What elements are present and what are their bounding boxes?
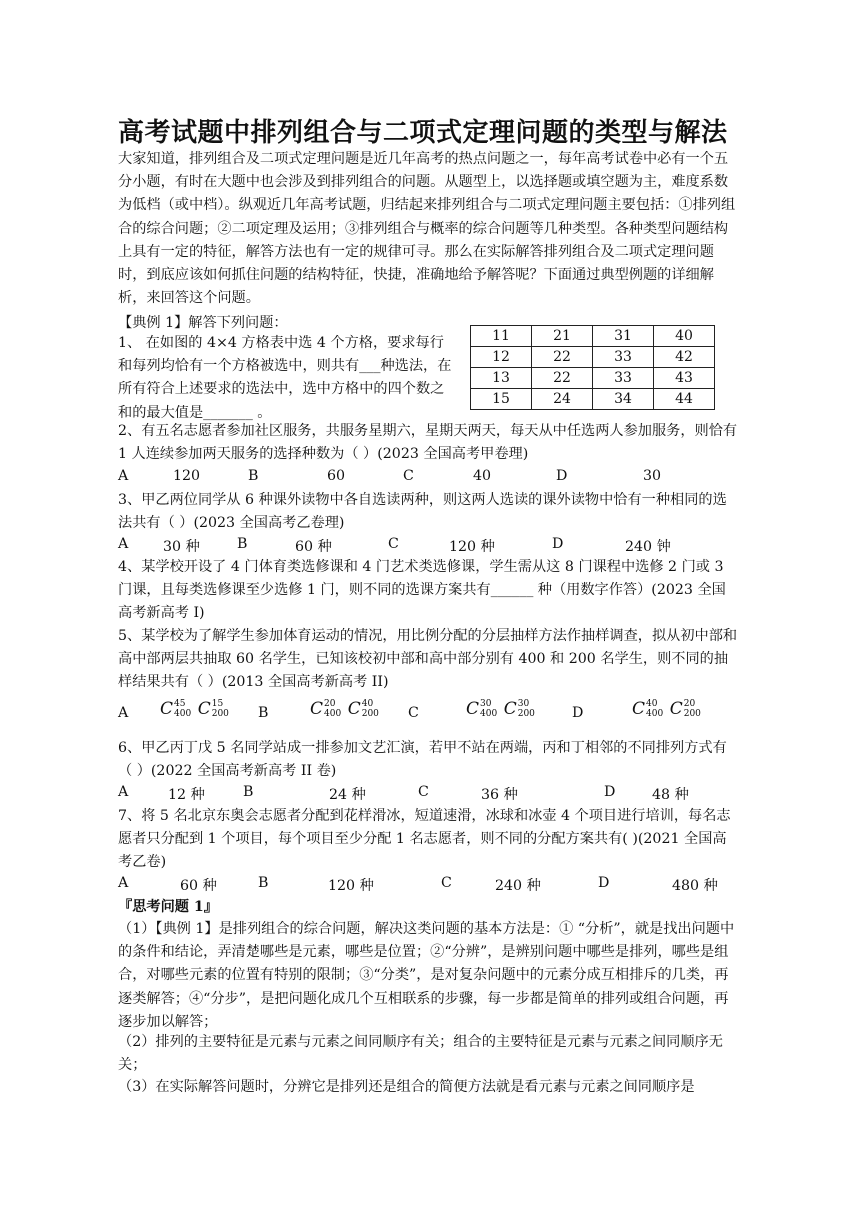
comb-sub: 200 <box>517 709 535 719</box>
option-value: 30 种 <box>163 539 200 555</box>
option-letter: D <box>556 468 568 484</box>
grid-cell: 43 <box>654 368 715 389</box>
comb-sup: 40 <box>361 699 374 709</box>
option-value: 60 种 <box>295 539 332 555</box>
grid-cell: 22 <box>532 368 593 389</box>
option-value: 120 种 <box>449 539 495 555</box>
comb-sup: 30 <box>480 699 492 709</box>
option-value: 120 <box>173 468 201 484</box>
option-value: 36 种 <box>481 787 518 803</box>
comb-sub: 200 <box>683 709 701 719</box>
combination-expression <box>632 699 703 719</box>
question-3: 3、甲乙两位同学从 6 种课外读物中各自选读两种，则这两人选读的课外读物中恰有一种相同的选法共有（ ）(2023 全国高考乙卷理) <box>118 492 727 532</box>
grid-cell: 33 <box>593 347 654 368</box>
option-value: 240 钟 <box>625 539 671 555</box>
grid-row <box>471 389 715 410</box>
comb-sub: 400 <box>480 709 498 719</box>
combination-expression <box>310 699 381 719</box>
grid-cell: 21 <box>532 326 593 347</box>
option-letter: A <box>118 705 129 721</box>
grid-cell: 24 <box>532 389 593 410</box>
combination-symbol: C <box>632 699 646 719</box>
option-letter: C <box>441 875 452 891</box>
grid-cell: 31 <box>593 326 654 347</box>
option-letter: A <box>118 784 129 800</box>
option-letter: C <box>408 705 419 721</box>
grid-cell: 12 <box>471 347 532 368</box>
option-letter: C <box>403 468 414 484</box>
option-letter: B <box>237 536 248 552</box>
combination-expression <box>466 699 537 719</box>
question-4: 4、某学校开设了 4 门体育类选修课和 4 门艺术类选修课，学生需从这 8 门课程中选修 2 门或 3 门课，且每类选修课至少选修 1 门，则不同的选课方案共有______ 种（用数字作答）(2023 全国高考新高考 I) <box>118 559 726 622</box>
question-6: 6、甲乙丙丁戊 5 名同学站成一排参加文艺汇演，若甲不站在两端，丙和丁相邻的不同排列方式有（ ）(2022 全国高考新高考 II 卷) <box>118 740 727 780</box>
question-5: 5、某学校为了解学生参加体育运动的情况，用比例分配的分层抽样方法作抽样调查，拟从初中部和高中部两层共抽取 60 名学生，已知该校初中部和高中部分别有 400 和 200 名学生，则不同的抽样结果共有（ ）(2013 全国高考新高考 II) <box>118 628 738 691</box>
grid-row <box>471 347 715 368</box>
comb-sup: 40 <box>646 699 658 709</box>
option-value: 120 种 <box>328 878 374 894</box>
grid-row <box>471 326 715 347</box>
combination-symbol: C <box>466 699 480 719</box>
option-value: 480 种 <box>672 878 718 894</box>
option-letter: A <box>118 468 129 484</box>
think-point-1: （1）【典例 1】是排列组合的综合问题，解决这类问题的基本方法是：① “分析”，就是找出问题中的条件和结论，弄清楚哪些是元素，哪些是位置；②“分辨”，是辨别问题中哪些是排列，哪些是组合，对哪些元素的位置有特别的限制；③“分类”，是对复杂问题中的元素分成互相排斥的几类，再逐类解答；④“分步”，是把问题化成几个互相联系的步骤，每一步都是简单的排列或组合问题，再逐步加以解答； <box>118 921 735 1030</box>
grid-cell: 42 <box>654 347 715 368</box>
combination-symbol: C <box>347 699 361 719</box>
combination-symbol: C <box>669 699 683 719</box>
comb-sup: 45 <box>174 699 186 709</box>
grid-cell: 15 <box>471 389 532 410</box>
grid-cell: 40 <box>654 326 715 347</box>
question-2: 2、有五名志愿者参加社区服务，共服务星期六，星期天两天，每天从中任选两人参加服务，则恰有 1 人连续参加两天服务的选择种数为（ ）(2023 全国高考甲卷理) <box>118 423 738 463</box>
think-point-2: （2）排列的主要特征是元素与元素之间同顺序有关；组合的主要特征是元素与元素之间同顺序无关； <box>118 1034 723 1074</box>
option-letter: C <box>418 784 429 800</box>
option-letter: B <box>243 784 254 800</box>
option-value: 30 <box>643 468 662 484</box>
comb-sub: 200 <box>211 709 229 719</box>
option-value: 40 <box>473 468 492 484</box>
combination-symbol: C <box>160 699 174 719</box>
combination-expression <box>160 699 231 719</box>
option-value: 24 种 <box>329 787 366 803</box>
option-letter: D <box>604 784 616 800</box>
option-value: 12 种 <box>168 787 205 803</box>
grid-cell: 13 <box>471 368 532 389</box>
option-value: 48 种 <box>652 787 689 803</box>
grid-cell: 11 <box>471 326 532 347</box>
option-letter: B <box>258 705 269 721</box>
option-letter: A <box>118 875 129 891</box>
comb-sup: 30 <box>517 699 530 709</box>
option-value: 60 种 <box>180 878 217 894</box>
comb-sub: 200 <box>361 709 379 719</box>
grid-cell: 44 <box>654 389 715 410</box>
example-heading: 【典例 1】解答下列问题： <box>118 315 288 331</box>
comb-sup: 15 <box>211 699 224 709</box>
question-1: 1、 在如图的 4×4 方格表中选 4 个方格，要求每行和每列均恰有一个方格被选中，则共有___种选法，在所有符合上述要求的选法中，选中方格中的四个数之和的最大值是_______ 。 <box>118 335 452 421</box>
document-title: 高考试题中排列组合与二项式定理问题的类型与解法 <box>118 118 728 148</box>
comb-sup: 20 <box>324 699 336 709</box>
combination-symbol: C <box>310 699 324 719</box>
option-letter: D <box>552 536 564 552</box>
comb-sub: 400 <box>646 709 664 719</box>
think-heading: 『思考问题 1』 <box>118 899 218 915</box>
number-grid-table <box>470 325 715 410</box>
intro-paragraph: 大家知道，排列组合及二项式定理问题是近几年高考的热点问题之一，每年高考试卷中必有一个五分小题，有时在大题中也会涉及到排列组合的问题。从题型上，以选择题或填空题为主，难度系数为低档（或中档）。纵观近几年高考试题，归结起来排列组合与二项式定理问题主要包括：①排列组合的综合问题；②二项定理及运用；③排列组合与概率的综合问题等几种类型。各种类型问题结构上具有一定的特征，解答方法也有一定的规律可寻。那么在实际解答排列组合及二项式定理问题时，到底应该如何抓住问题的结构特征，快捷，准确地给予解答呢？下面通过典型例题的详细解析，来回答这个问题。 <box>118 151 736 307</box>
option-letter: D <box>598 875 610 891</box>
comb-sub: 400 <box>324 709 342 719</box>
grid-cell: 22 <box>532 347 593 368</box>
option-letter: A <box>118 536 129 552</box>
option-letter: B <box>258 875 269 891</box>
option-letter: D <box>572 705 584 721</box>
option-value: 240 种 <box>495 878 541 894</box>
combination-symbol: C <box>503 699 517 719</box>
think-point-3: （3）在实际解答问题时，分辨它是排列还是组合的简便方法就是看元素与元素之间同顺序是 <box>118 1079 695 1095</box>
comb-sup: 20 <box>683 699 696 709</box>
option-letter: C <box>388 536 399 552</box>
option-letter: B <box>248 468 259 484</box>
combination-symbol: C <box>197 699 211 719</box>
question-7: 7、将 5 名北京东奥会志愿者分配到花样滑冰，短道速滑，冰球和冰壶 4 个项目进行培训，每名志愿者只分配到 1 个项目，每个项目至少分配 1 名志愿者，则不同的分配方案共有( )(2021 全国高考乙卷) <box>118 808 731 871</box>
grid-cell: 33 <box>593 368 654 389</box>
grid-cell: 34 <box>593 389 654 410</box>
option-value: 60 <box>327 468 346 484</box>
grid-row <box>471 368 715 389</box>
comb-sub: 400 <box>174 709 192 719</box>
